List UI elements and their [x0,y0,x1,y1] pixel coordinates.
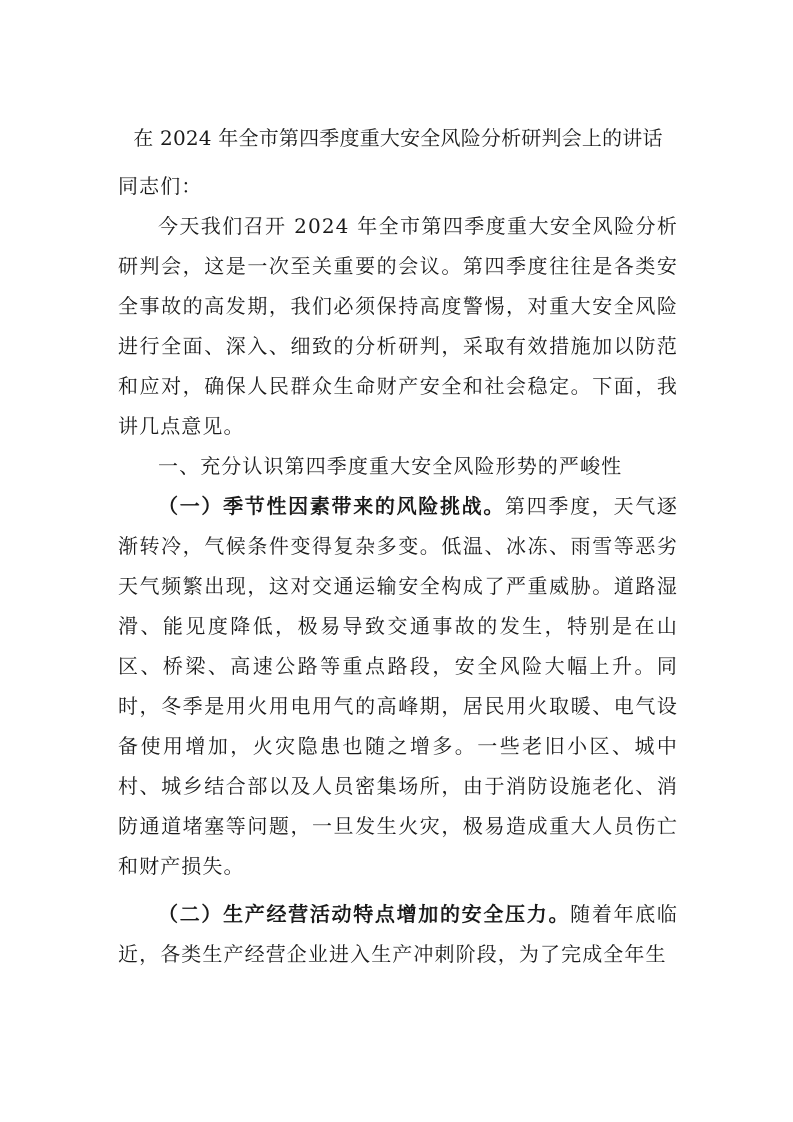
subsection-2-paragraph [118,894,678,974]
subsection-2-body: 随着年底临近，各类生产经营企业进入生产冲刺阶段，为了完成全年生 [118,902,679,966]
document-title: 在 2024 年全市第四季度重大安全风险分析研判会上的讲话 [133,126,663,150]
intro-paragraph: 今天我们召开 2024 年全市第四季度重大安全风险分析研判会，这是一次至关重要的会议。第四季度往往是各类安全事故的高发期，我们必须保持高度警惕，对重大安全风险进行全面、深入、细致的分析研判，采取有效措施加以防范和应对，确保人民群众生命财产安全和社会稳定。下面，我讲几点意见。 [118,214,678,438]
subsection-1-body: 第四季度，天气逐渐转冷，气候条件变得复杂多变。低温、冰冻、雨雪等恶劣天气频繁出现，这对交通运输安全构成了严重威胁。道路湿滑、能见度降低，极易导致交通事故的发生，特别是在山区、桥梁、高速公路等重点路段，安全风险大幅上升。同时，冬季是用火用电用气的高峰期，居民用火取暖、电气设备使用增加，火灾隐患也随之增多。一些老旧小区、城中村、城乡结合部以及人员密集场所，由于消防设施老化、消防通道堵塞等问题，一旦发生火灾，极易造成重大人员伤亡和财产损失。 [118,494,678,878]
document-page [118,118,678,974]
section-1-heading: 一、充分认识第四季度重大安全风险形势的严峻性 [158,454,623,478]
subsection-1-title: （一）季节性因素带来的风险挑战。 [158,494,506,518]
subsection-2-title: （二）生产经营活动特点增加的安全压力。 [158,902,571,926]
salutation: 同志们： [118,174,203,198]
subsection-1-paragraph [118,486,678,886]
